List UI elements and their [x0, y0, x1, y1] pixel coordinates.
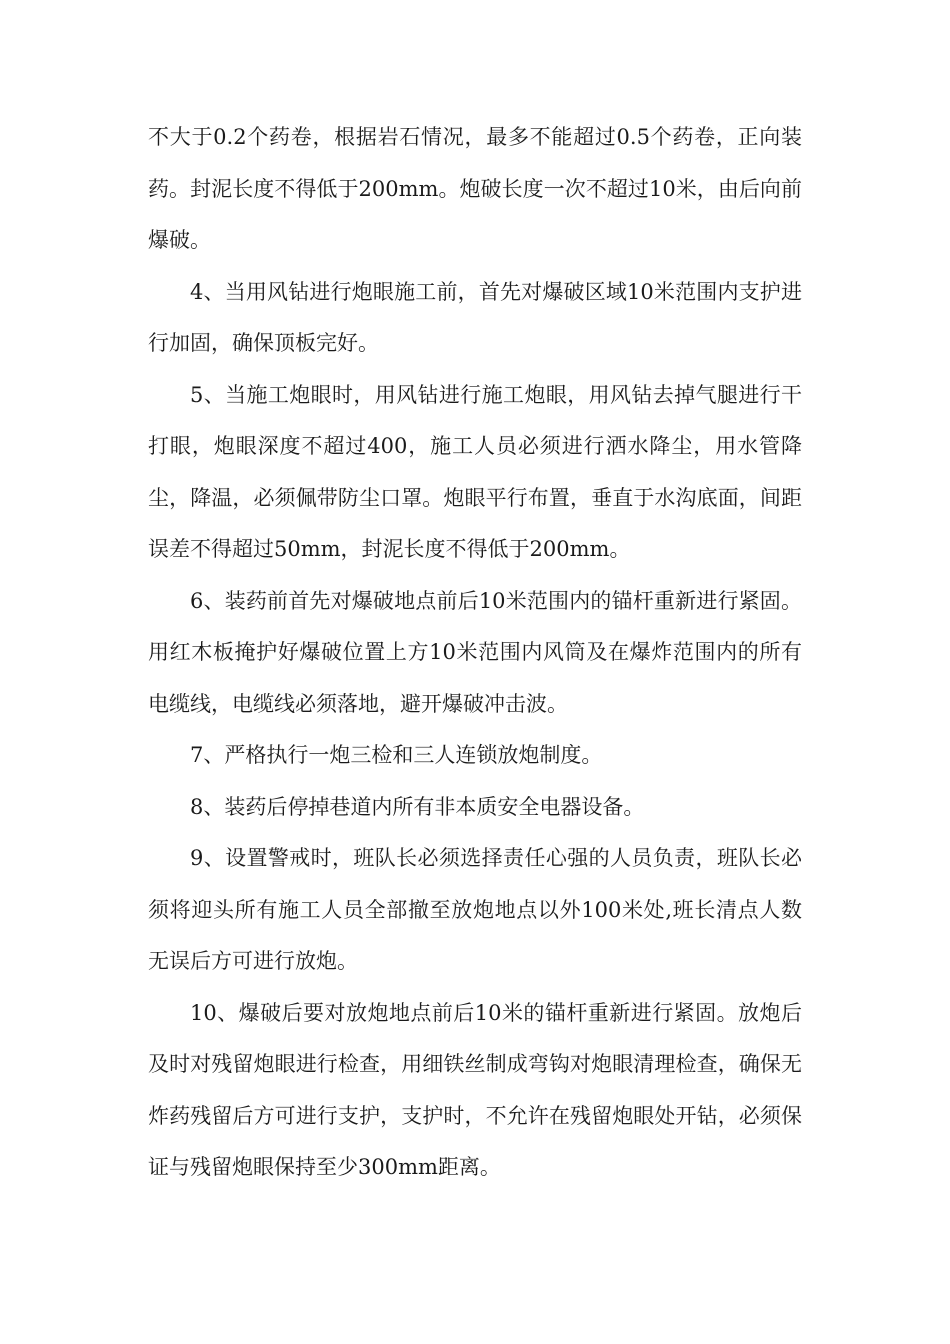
- paragraph-continuation: 不大于0.2个药卷，根据岩石情况，最多不能超过0.5个药卷，正向装药。封泥长度不得低于200mm。炮破长度一次不超过10米，由后向前爆破。: [148, 125, 802, 252]
- document-body: [148, 112, 802, 1194]
- paragraph-item-8: 8、装药后停掉巷道内所有非本质安全电器设备。: [190, 794, 645, 819]
- paragraph-item-4: 4、当用风钻进行炮眼施工前，首先对爆破区域10米范围内支护进行加固，确保顶板完好。: [148, 279, 802, 355]
- paragraph-item-7: 7、严格执行一炮三检和三人连锁放炮制度。: [190, 743, 603, 767]
- paragraph-item-10: 10、爆破后要对放炮地点前后10米的锚杆重新进行紧固。放炮后及时对残留炮眼进行检查，用细铁丝制成弯钩对炮眼清理检查，确保无炸药残留后方可进行支护，支护时，不允许在残留炮眼处开钻，必须保证与残留炮眼保持至少300mm距离。: [148, 1000, 802, 1179]
- paragraph-item-5: 5、当施工炮眼时，用风钻进行施工炮眼，用风钻去掉气腿进行干打眼，炮眼深度不超过400，施工人员必须进行洒水降尘，用水管降尘，降温，必须佩带防尘口罩。炮眼平行布置，垂直于水沟底面，间距误差不得超过50mm，封泥长度不得低于200mm。: [148, 382, 802, 561]
- paragraph-item-6: 6、装药前首先对爆破地点前后10米范围内的锚杆重新进行紧固。用红木板掩护好爆破位置上方10米范围内风筒及在爆炸范围内的所有电缆线，电缆线必须落地，避开爆破冲击波。: [148, 588, 802, 716]
- paragraph-item-9: 9、设置警戒时，班队长必须选择责任心强的人员负责，班队长必须将迎头所有施工人员全部撤至放炮地点以外100米处,班长清点人数无误后方可进行放炮。: [148, 846, 802, 973]
